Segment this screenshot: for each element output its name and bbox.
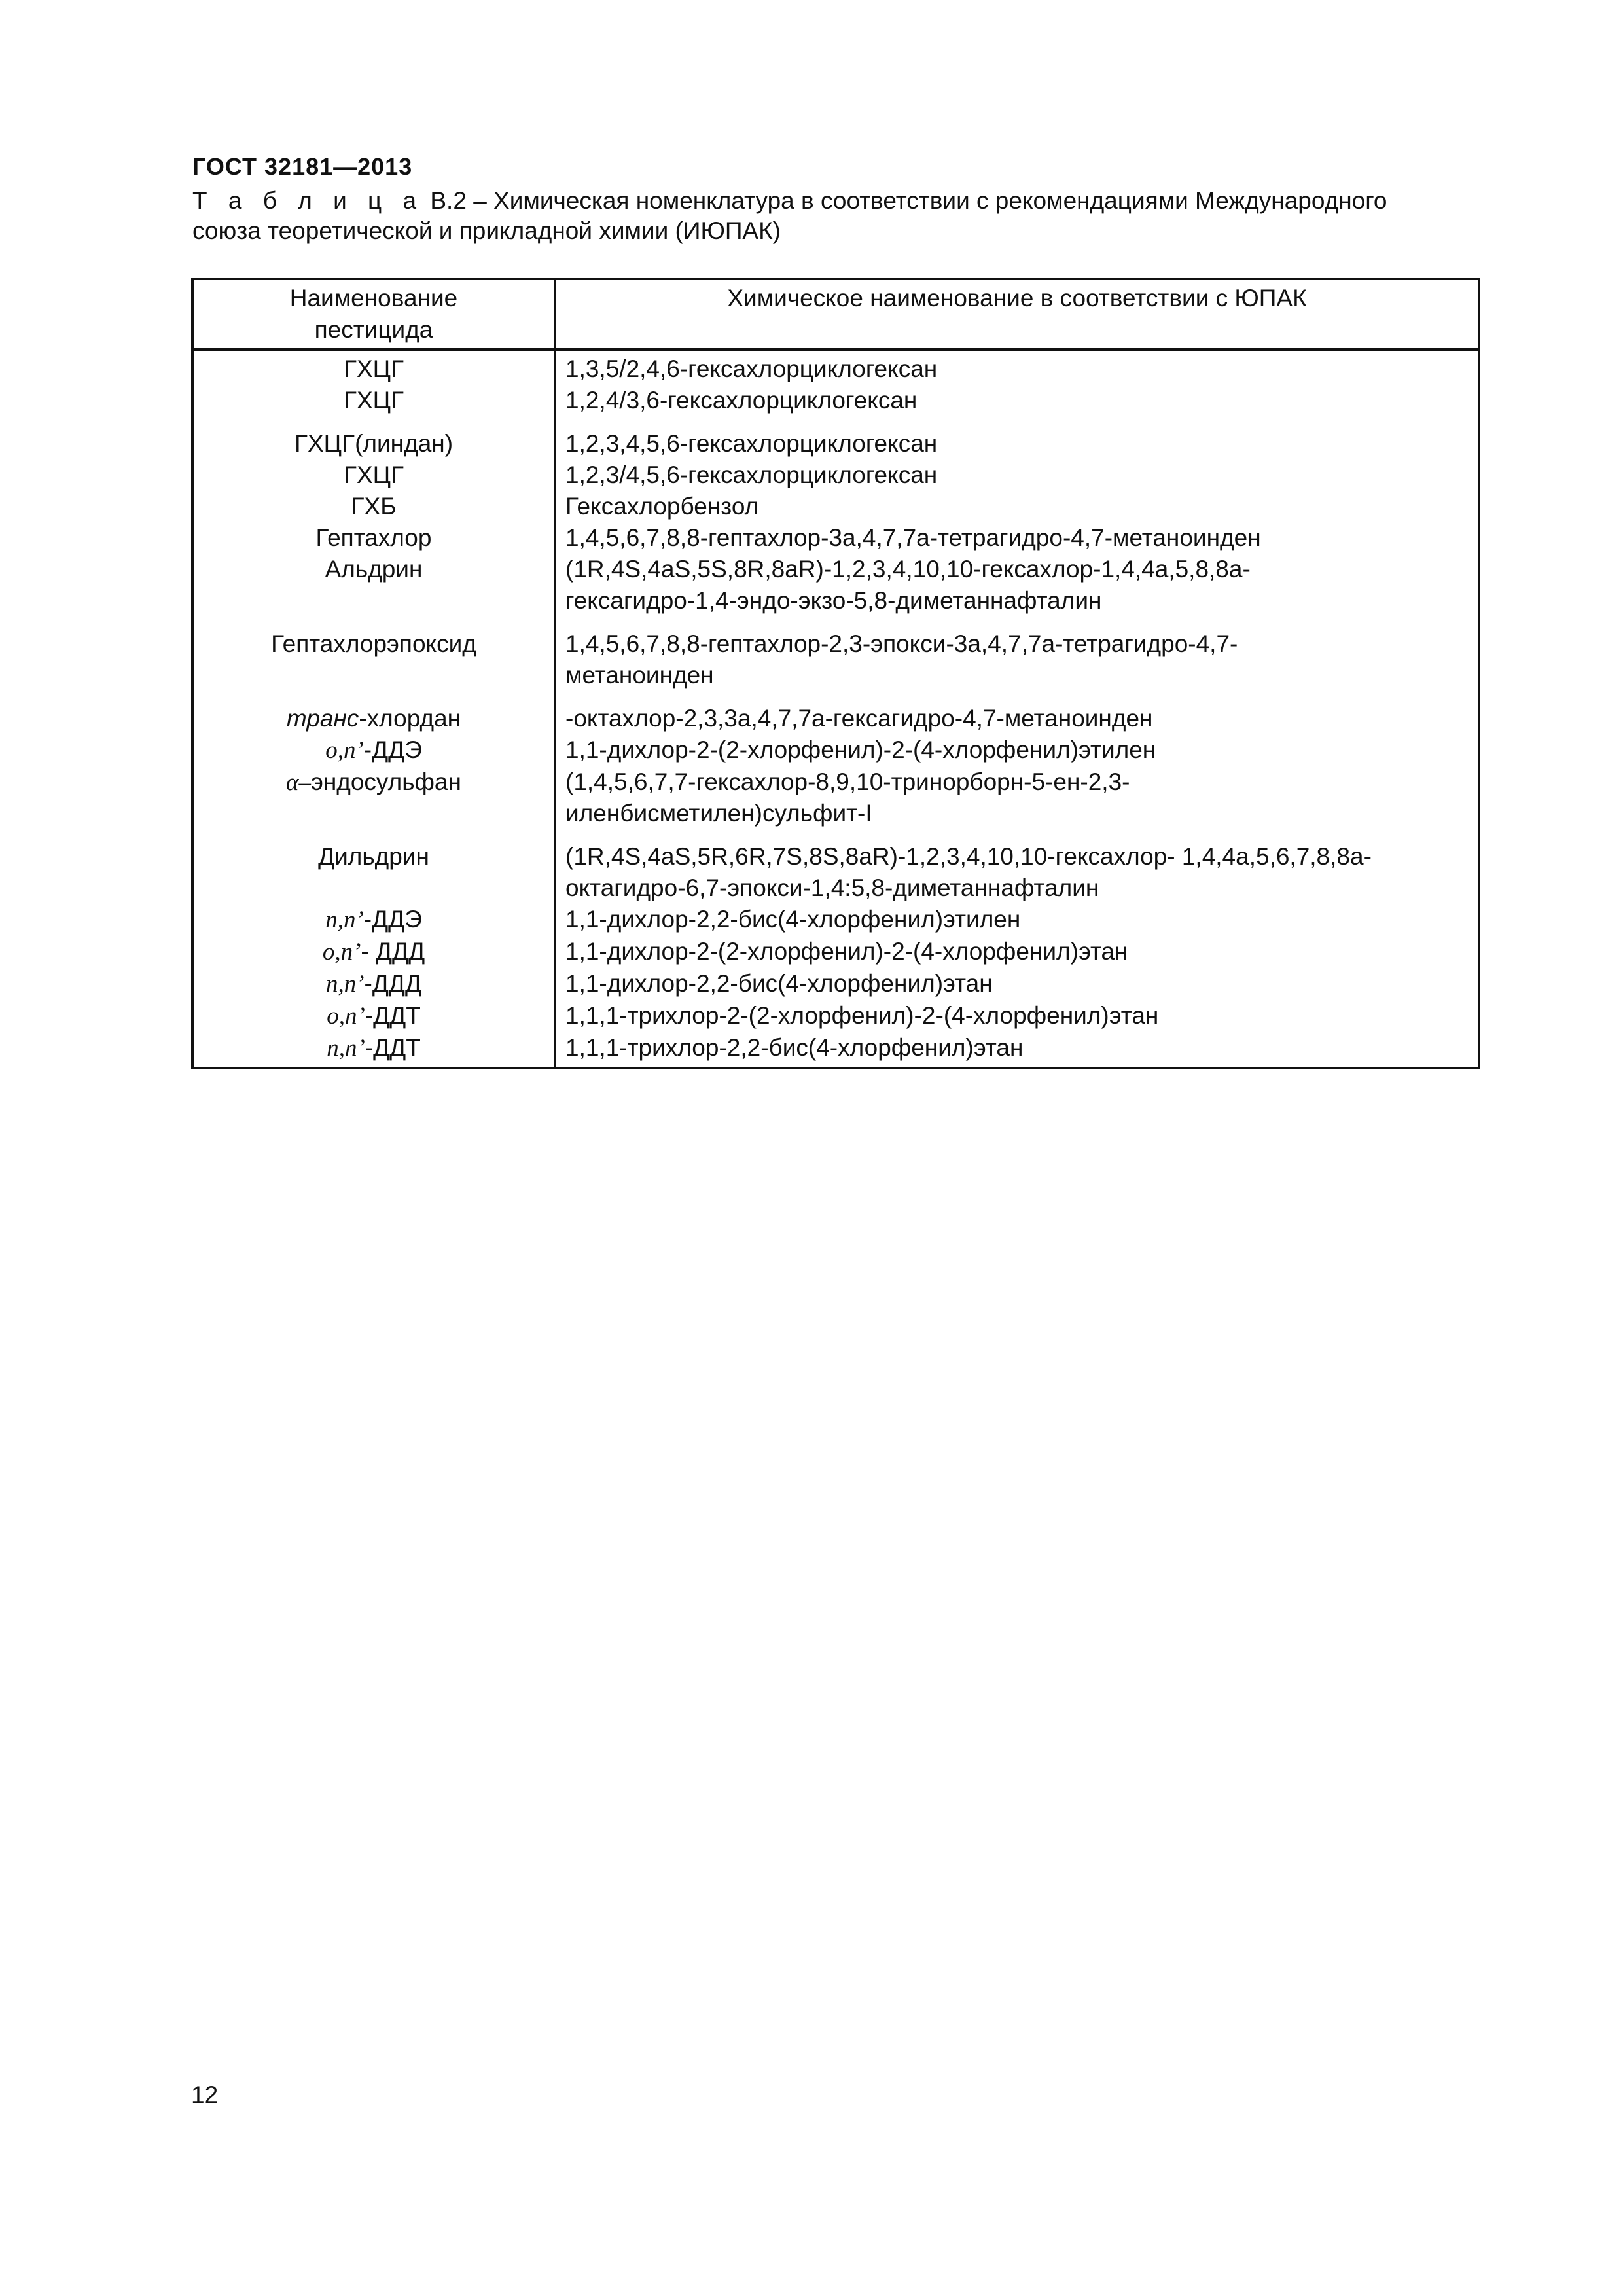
isomer-prefix: п,п’	[325, 971, 365, 997]
table-caption	[192, 186, 1492, 246]
table-row	[192, 904, 1479, 936]
pesticide-name: ГХЦГ	[343, 461, 404, 488]
chemical-name-cell	[555, 829, 1479, 904]
pesticide-name: -хлордан	[359, 705, 461, 732]
pesticide-name-cell	[192, 829, 555, 904]
table-label: Т а б л и ц а	[192, 187, 424, 214]
table-row	[192, 522, 1479, 554]
caption-line-1: – Химическая номенклатура в соответствии с рекомендациями Международного	[473, 187, 1387, 214]
pesticide-name-cell	[192, 936, 555, 968]
table-row	[192, 766, 1479, 829]
pesticide-name-cell	[192, 968, 555, 1000]
chemical-name-cell	[555, 691, 1479, 734]
chemical-name: 1,4,5,6,7,8,8-гептахлор-3а,4,7,7а-тетрагидро-4,7-метаноинден	[565, 524, 1261, 551]
isomer-prefix: транс	[286, 705, 359, 732]
chemical-name-cell	[555, 936, 1479, 968]
chemical-name-cell	[555, 385, 1479, 416]
chemical-name-cell	[555, 968, 1479, 1000]
chemical-name-continued: октагидро-6,7-эпокси-1,4:5,8-диметаннафталин	[565, 874, 1099, 901]
chemical-name-cell	[555, 734, 1479, 766]
chemical-name-continued: иленбисметилен)сульфит-I	[565, 800, 872, 827]
isomer-prefix: п,п’	[325, 906, 364, 933]
pesticide-name-cell	[192, 617, 555, 691]
chemical-name: -октахлор-2,3,3а,4,7,7а-гексагидро-4,7-метаноинден	[565, 705, 1153, 732]
chemical-name-continued: гексагидро-1,4-эндо-экзо-5,8-диметаннафталин	[565, 587, 1102, 614]
chemical-name-cell	[555, 1000, 1479, 1032]
chemical-name: 1,1-дихлор-2-(2-хлорфенил)-2-(4-хлорфенил)этан	[565, 938, 1128, 965]
document-code: ГОСТ 32181—2013	[192, 153, 413, 180]
chemical-name-continued: метаноинден	[565, 662, 714, 689]
chemical-name: 1,4,5,6,7,8,8-гептахлор-2,3-эпокси-3а,4,7,7а-тетрагидро-4,7-	[565, 630, 1238, 657]
isomer-prefix: α–	[286, 769, 311, 796]
header-pesticide-name	[192, 279, 555, 350]
pesticide-name: ГХЦГ(линдан)	[294, 430, 454, 457]
chemical-name: 1,1,1-трихлор-2-(2-хлорфенил)-2-(4-хлорфенил)этан	[565, 1002, 1159, 1029]
chemical-name: 1,2,4/3,6-гексахлорциклогексан	[565, 387, 918, 414]
chemical-name: 1,2,3,4,5,6-гексахлорциклогексан	[565, 430, 938, 457]
header-pesticide-name-line2: пестицида	[314, 316, 433, 343]
table-row	[192, 459, 1479, 491]
pesticide-name: - ДДД	[361, 938, 425, 965]
page-number: 12	[191, 2081, 219, 2108]
pesticide-name: эндосульфан	[310, 768, 461, 795]
pesticide-name: Гептахлорэпоксид	[271, 630, 476, 657]
pesticide-name-cell	[192, 554, 555, 617]
pesticide-name: -ДДТ	[365, 1002, 421, 1029]
chemical-name: 1,1,1-трихлор-2,2-бис(4-хлорфенил)этан	[565, 1034, 1024, 1061]
table-row	[192, 491, 1479, 522]
chemical-name-cell	[555, 1032, 1479, 1068]
isomer-prefix: о,п’	[325, 737, 364, 764]
table-row	[192, 829, 1479, 904]
chemical-name-cell	[555, 617, 1479, 691]
chemical-name: (1R,4S,4aS,5S,8R,8aR)-1,2,3,4,10,10-гексахлор-1,4,4a,5,8,8a-	[565, 556, 1251, 583]
pesticide-name-cell	[192, 904, 555, 936]
chemical-name-cell	[555, 554, 1479, 617]
table-row	[192, 350, 1479, 385]
header-pesticide-name-line1: Наименование	[289, 285, 458, 312]
pesticide-name-cell	[192, 734, 555, 766]
pesticide-name-cell	[192, 1032, 555, 1068]
isomer-prefix: о,п’	[322, 939, 361, 965]
table-row	[192, 416, 1479, 459]
pesticide-name-cell	[192, 385, 555, 416]
table-row	[192, 554, 1479, 617]
chemical-name-cell	[555, 522, 1479, 554]
chemical-name: 1,1-дихлор-2,2-бис(4-хлорфенил)этан	[565, 970, 993, 997]
pesticide-name-cell	[192, 459, 555, 491]
table-row	[192, 617, 1479, 691]
chemical-name-cell	[555, 766, 1479, 829]
table-row	[192, 968, 1479, 1000]
chemical-name: 1,1-дихлор-2,2-бис(4-хлорфенил)этилен	[565, 906, 1021, 933]
pesticide-name: -ДДЭ	[363, 736, 422, 763]
pesticide-name: -ДДТ	[365, 1034, 421, 1061]
isomer-prefix: п,п’	[327, 1035, 365, 1062]
chemical-name: 1,1-дихлор-2-(2-хлорфенил)-2-(4-хлорфенил)этилен	[565, 736, 1156, 763]
header-chemical-name: Химическое наименование в соответствии с ЮПАК	[555, 279, 1479, 350]
pesticide-name: -ДДД	[364, 970, 422, 997]
chemical-name: 1,2,3/4,5,6-гексахлорциклогексан	[565, 461, 938, 488]
table-row	[192, 385, 1479, 416]
table-row	[192, 1032, 1479, 1068]
isomer-prefix: о,п’	[327, 1003, 365, 1030]
caption-line-2: союза теоретической и прикладной химии (ИЮПАК)	[192, 217, 781, 244]
pesticide-name-cell	[192, 416, 555, 459]
chemical-name: (1,4,5,6,7,7-гексахлор-8,9,10-тринорборн-5-ен-2,3-	[565, 768, 1130, 795]
table-id: В.2	[430, 187, 467, 214]
pesticide-name-cell	[192, 766, 555, 829]
pesticide-name-cell	[192, 691, 555, 734]
pesticide-name-cell	[192, 350, 555, 385]
pesticide-name: Гептахлор	[315, 524, 432, 551]
table-row	[192, 936, 1479, 968]
chemical-name: 1,3,5/2,4,6-гексахлорциклогексан	[565, 355, 938, 382]
pesticide-name-cell	[192, 1000, 555, 1032]
chemical-name-cell	[555, 904, 1479, 936]
table-row	[192, 691, 1479, 734]
table-row	[192, 734, 1479, 766]
chemical-name: Гексахлорбензол	[565, 493, 759, 520]
chemical-name-cell	[555, 459, 1479, 491]
nomenclature-table	[191, 278, 1480, 1069]
table-header-row	[192, 279, 1479, 350]
chemical-name-cell	[555, 350, 1479, 385]
pesticide-name: Альдрин	[325, 556, 423, 583]
pesticide-name: ГХЦГ	[343, 355, 404, 382]
pesticide-name: ГХЦГ	[343, 387, 404, 414]
chemical-name-cell	[555, 416, 1479, 459]
pesticide-name: Дильдрин	[318, 843, 429, 870]
pesticide-name-cell	[192, 491, 555, 522]
pesticide-name-cell	[192, 522, 555, 554]
pesticide-name: -ДДЭ	[363, 906, 422, 933]
table-body	[192, 350, 1479, 1068]
table-row	[192, 1000, 1479, 1032]
chemical-name: (1R,4S,4aS,5R,6R,7S,8S,8aR)-1,2,3,4,10,10-гексахлор- 1,4,4a,5,6,7,8,8a-	[565, 843, 1372, 870]
chemical-name-cell	[555, 491, 1479, 522]
pesticide-name: ГХБ	[351, 493, 397, 520]
